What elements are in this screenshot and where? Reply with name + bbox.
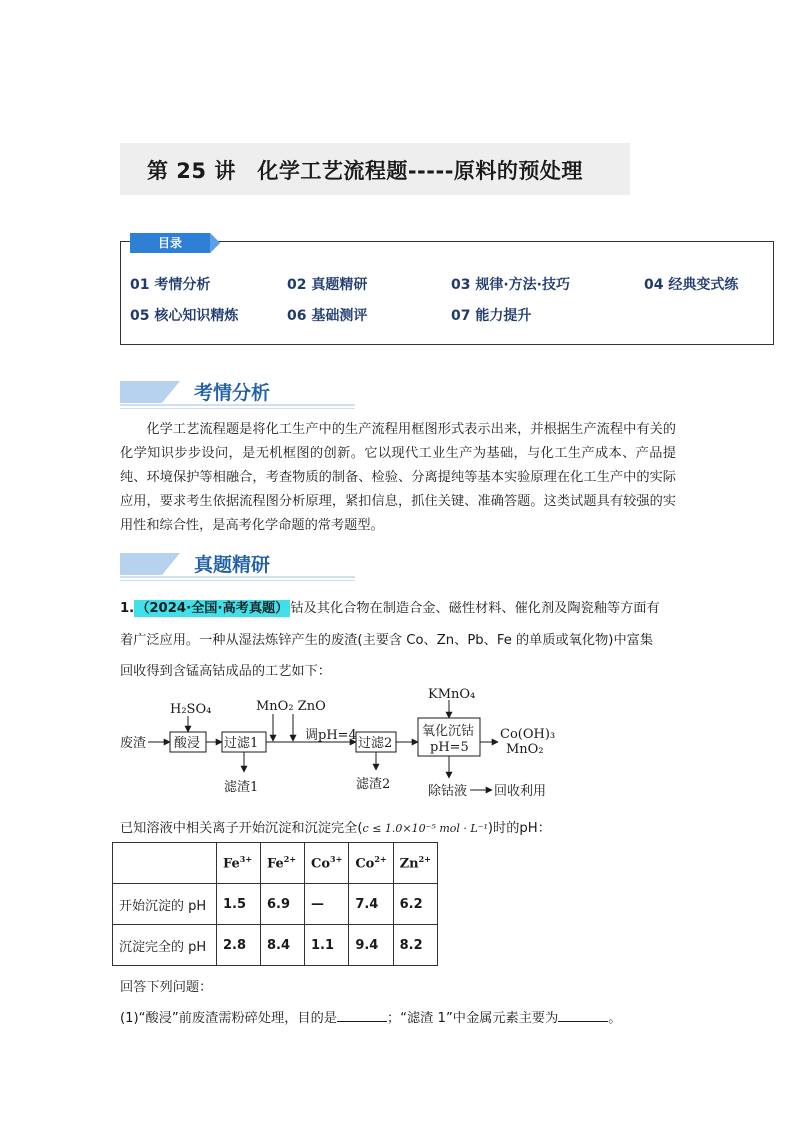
- table-header-cell: $Fe^{2+}$: [261, 843, 305, 884]
- flow-reagent-mno2-zno: MnO₂ ZnO: [256, 699, 326, 714]
- table-header-cell: $Co^{3+}$: [305, 843, 349, 884]
- flow-residue1: 滤渣1: [224, 780, 259, 795]
- flow-reuse: 回收利用: [494, 784, 547, 799]
- table-header-cell: $Zn^{2+}$: [393, 843, 437, 884]
- table-header-cell: $Fe^{3+}$: [217, 843, 261, 884]
- section-underline: [120, 408, 355, 409]
- table-cell: 8.4: [261, 925, 305, 966]
- section-underline: [120, 576, 355, 578]
- table-cell: 6.9: [261, 884, 305, 925]
- flow-waste-liquid: 除钴液: [428, 784, 468, 799]
- condition-formula: c ≤ 1.0×10⁻⁵ mol · L⁻¹: [362, 822, 488, 835]
- table-cell: 6.2: [393, 884, 437, 925]
- toc-item-variants[interactable]: 04 经典变式练: [644, 277, 739, 293]
- source-tag: （2024·全国·高考真题）: [136, 601, 289, 616]
- table-cell: 2.8: [217, 925, 261, 966]
- flow-product-mno2: MnO₂: [506, 742, 544, 757]
- section-title-research: 真题精研: [194, 554, 271, 576]
- toc-item-basic-test[interactable]: 06 基础测评: [287, 308, 368, 324]
- table-cell: 1.5: [217, 884, 261, 925]
- table-cell: 7.4: [349, 884, 393, 925]
- flow-step-filter2: 过滤2: [358, 736, 393, 751]
- section-marker-analysis: [120, 381, 180, 403]
- toc-item-research[interactable]: 02 真题精研: [287, 277, 368, 293]
- section-underline: [120, 580, 355, 581]
- flow-product-cooh3: Co(OH)₃: [500, 727, 556, 742]
- sub-question-1: (1)“酸浸”前废渣需粉碎处理，目的是 ；“滤渣 1”中金属元素主要为 。: [120, 1011, 622, 1026]
- answer-blank-2[interactable]: [558, 1009, 608, 1022]
- answer-blank-1[interactable]: [337, 1009, 387, 1022]
- answer-intro: 回答下列问题：: [120, 980, 213, 995]
- flow-input: 废渣: [120, 736, 147, 751]
- row-label: 沉淀完全的 pH: [113, 925, 217, 966]
- question-text: 钴及其化合物在制造合金、磁性材料、催化剂及陶瓷釉等方面有: [290, 601, 660, 616]
- flow-residue2: 滤渣2: [356, 777, 391, 792]
- flow-step-acid-leach: 酸浸: [174, 736, 201, 751]
- row-label: 开始沉淀的 pH: [113, 884, 217, 925]
- known-condition: 已知溶液中相关离子开始沉淀和沉淀完全(c ≤ 1.0×10⁻⁵ mol · L⁻¹)时的pH：: [120, 821, 551, 836]
- section-underline: [120, 404, 355, 406]
- table-cell: —: [305, 884, 349, 925]
- analysis-paragraph: 化学工艺流程题是将化工生产中的生产流程用框图形式表示出来，并根据生产流程中有关的化学知识步步设问，是无机框图的创新。它以现代工业生产为基础，与化工生产成本、产品提纯、环境保护等相融合，考查物质的制备、检验、分离提纯等基本实验原理在化工生产中的实际应用，要求考生依据流程图分析原理，紧扣信息，抓住关键、准确答题。这类试题具有较强的实用性和综合性，是高考化学命题的常考题型。: [120, 422, 676, 533]
- flow-step-ph5: pH=5: [430, 740, 469, 755]
- table-row: [113, 925, 438, 966]
- table-row: [113, 884, 438, 925]
- table-cell: 8.2: [393, 925, 437, 966]
- flow-reagent-kmno4: KMnO₄: [428, 687, 476, 702]
- flow-reagent-h2so4: H₂SO₄: [170, 702, 212, 717]
- flow-step-oxidize: 氧化沉钴: [422, 724, 475, 739]
- question-line-1: [120, 597, 660, 616]
- table-cell: 9.4: [349, 925, 393, 966]
- ph-table: [112, 842, 438, 966]
- section-marker-research: [120, 553, 180, 575]
- question-line-3: 回收得到含锰高钴成品的工艺如下：: [120, 664, 331, 679]
- page-title: 第 25 讲 化学工艺流程题-----原料的预处理: [147, 159, 583, 183]
- toc-item-analysis[interactable]: 01 考情分析: [130, 277, 211, 293]
- flow-adjust-ph: 调pH=4: [305, 728, 357, 743]
- flow-step-filter1: 过滤1: [224, 736, 259, 751]
- question-line-2: 着广泛应用。一种从湿法炼锌产生的废渣(主要含 Co、Zn、Pb、Fe 的单质或氧化物)中富集: [120, 633, 654, 648]
- toc-tab-label: 目录: [157, 236, 182, 250]
- table-header-cell: $Co^{2+}$: [349, 843, 393, 884]
- question-number: 1.: [120, 601, 135, 616]
- table-cell: 1.1: [305, 925, 349, 966]
- toc-item-ability[interactable]: 07 能力提升: [451, 308, 532, 324]
- section-title-analysis: 考情分析: [194, 382, 271, 404]
- process-flow-diagram: [118, 686, 678, 804]
- toc-item-methods[interactable]: 03 规律·方法·技巧: [451, 277, 570, 293]
- table-header-row: [113, 843, 438, 884]
- toc-item-knowledge[interactable]: 05 核心知识精炼: [130, 308, 239, 324]
